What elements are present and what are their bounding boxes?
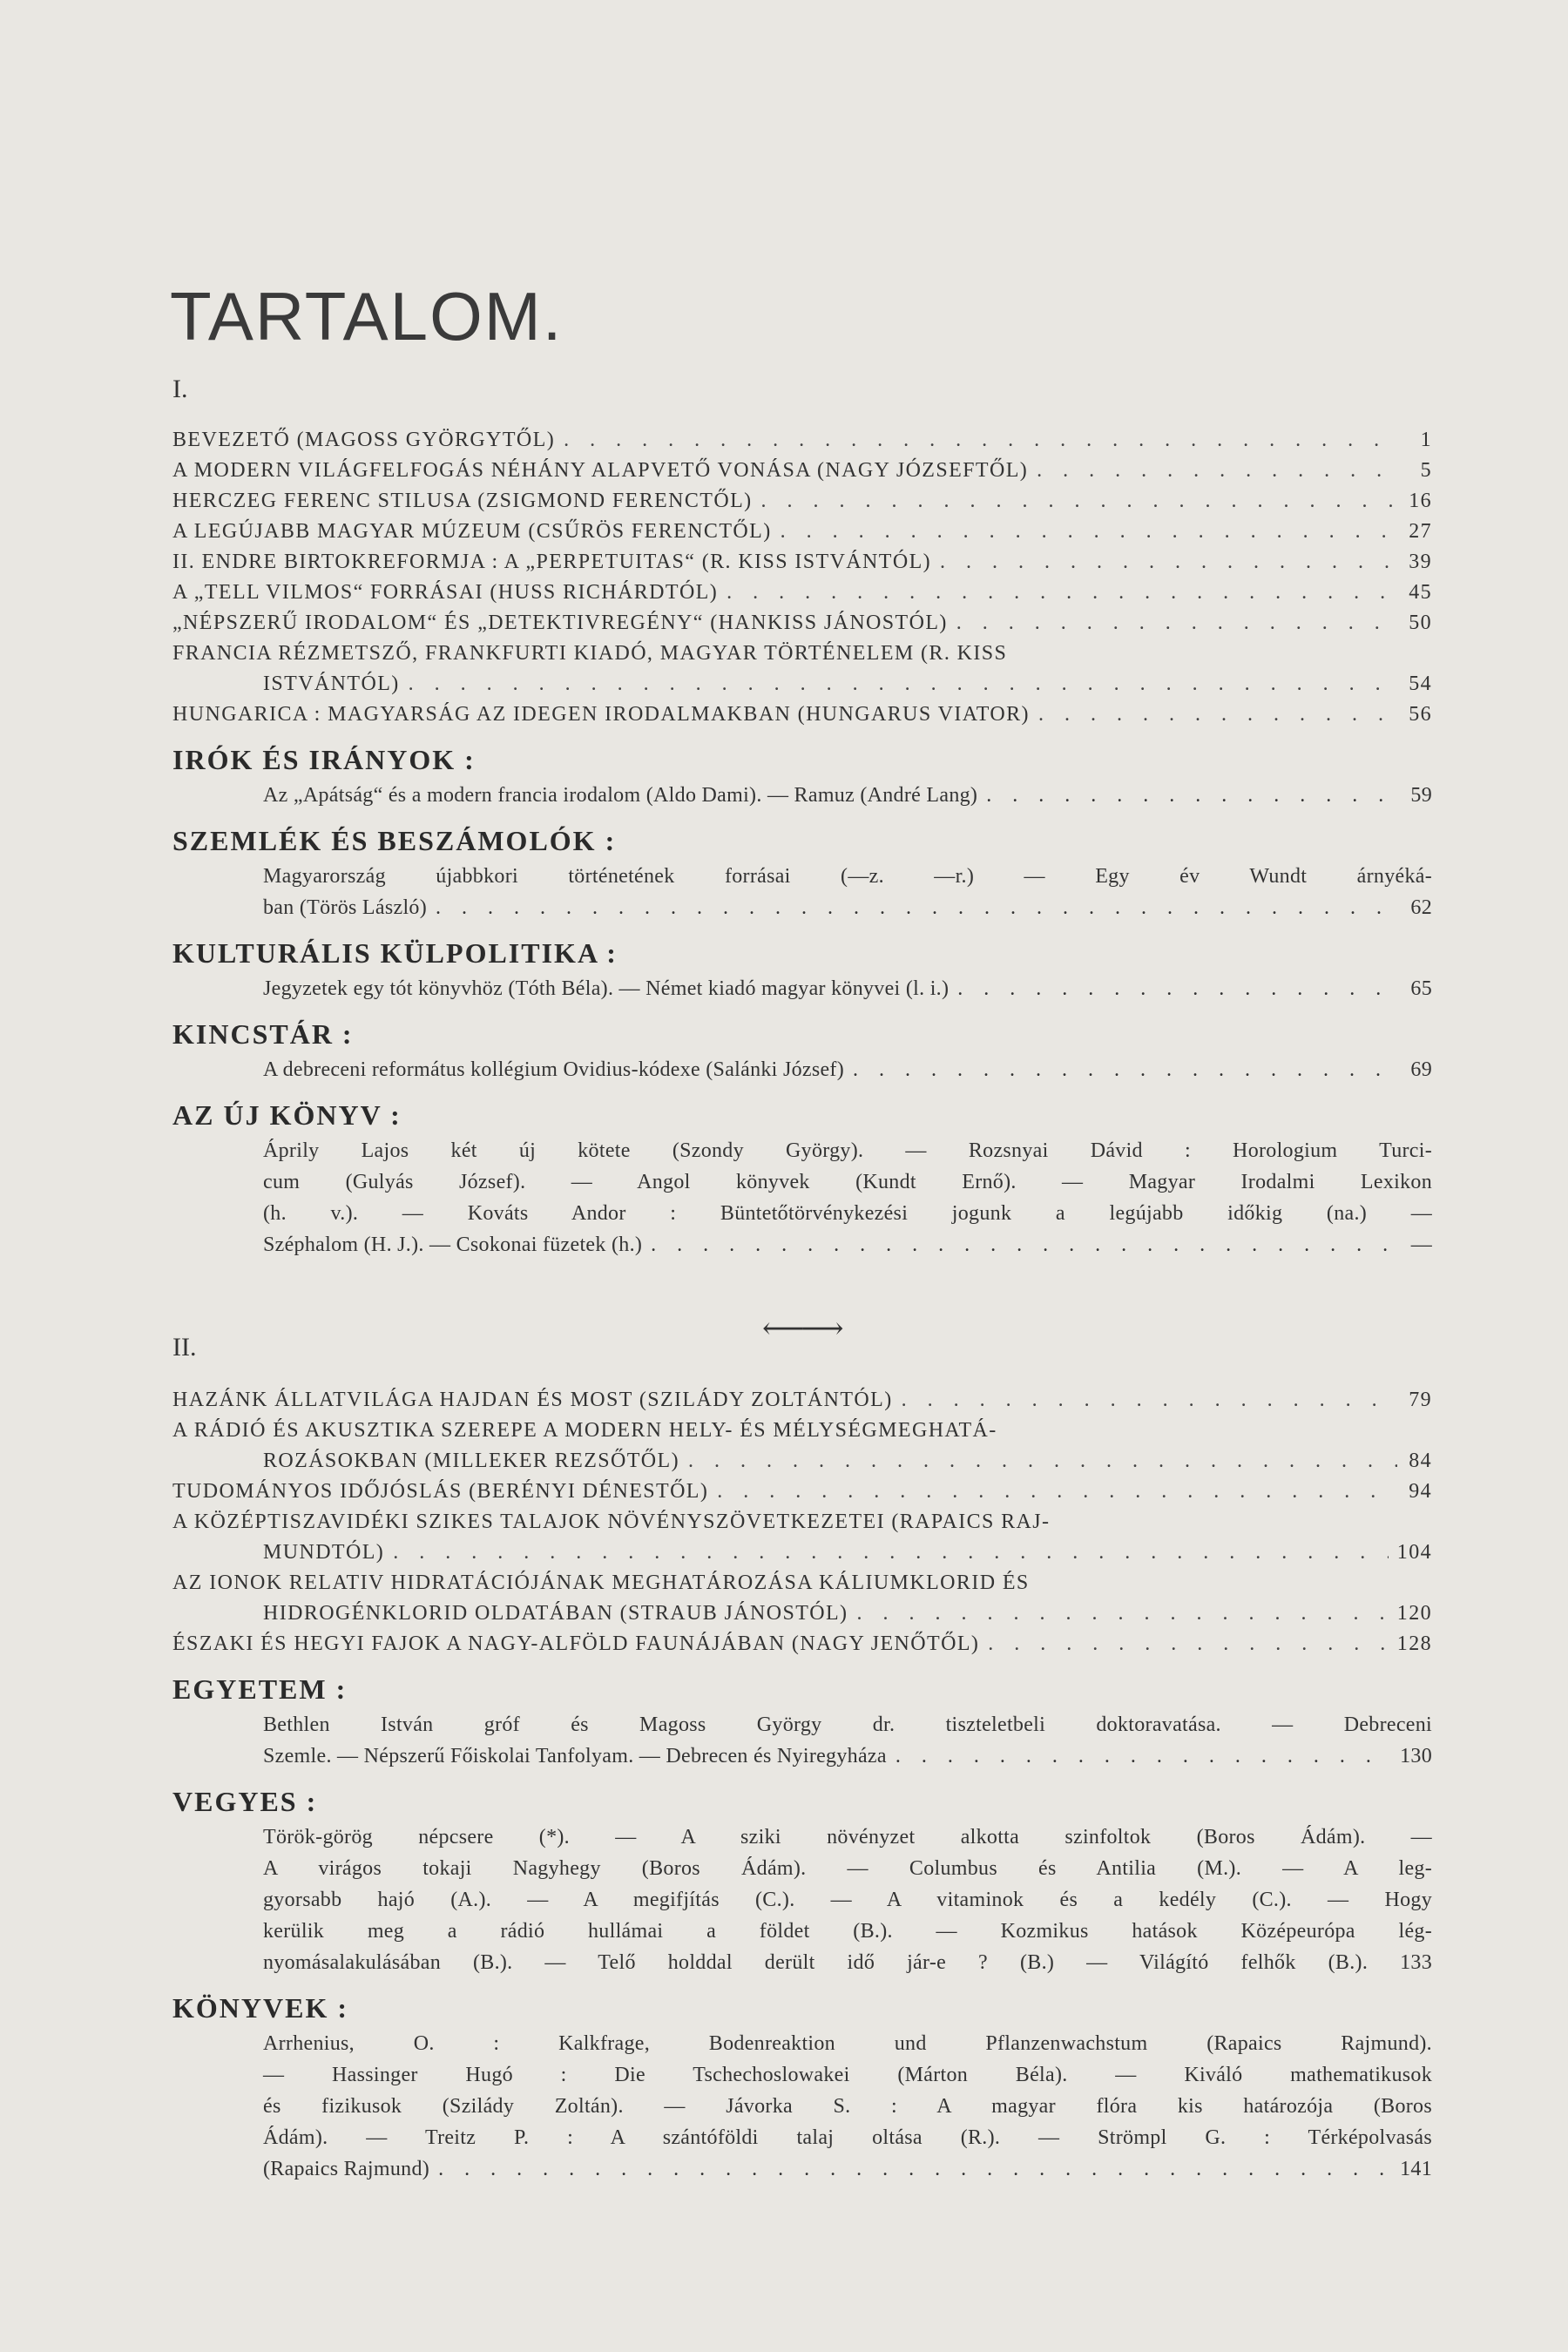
toc-entry-title: AZ IONOK RELATIV HIDRATÁCIÓJÁNAK MEGHATÁROZÁSA KÁLIUMKLORID ÉS <box>172 1571 1030 1594</box>
toc-entry <box>172 486 1432 517</box>
section-body <box>172 1135 1432 1260</box>
section-body <box>172 861 1432 923</box>
part-one-toc <box>172 425 1432 1260</box>
leader-dots <box>761 486 1397 517</box>
toc-entry-title: A KÖZÉPTISZAVIDÉKI SZIKES TALAJOK NÖVÉNYSZÖVETKEZETEI (RAPAICS RAJ- <box>172 1511 1051 1533</box>
toc-entry-page: 84 <box>1409 1450 1432 1472</box>
leader-dots <box>856 1598 1388 1629</box>
leader-dots <box>986 780 1397 811</box>
section-line: Arrhenius, O. : Kalkfrage, Bodenreaktion und Pflanzenwachstum (Rapaics Rajmund). <box>263 2032 1432 2055</box>
section-line <box>263 780 1432 811</box>
toc-entry <box>172 1477 1432 1507</box>
toc-entry-page: 16 <box>1409 490 1432 512</box>
section-line: gyorsabb hajó (A.). — A megifjítás (C.). — A vitaminok és a kedély (C.). — Hogy <box>263 1889 1432 1911</box>
leader-dots <box>717 1477 1397 1507</box>
leader-dots <box>688 1446 1397 1477</box>
section-line: kerülik meg a rádió hullámai a földet (B.). — Kozmikus hatások Középeurópa lég- <box>263 1920 1432 1943</box>
section-line: A virágos tokaji Nagyhegy (Boros Ádám). — Columbus és Antilia (M.). — A leg- <box>263 1857 1432 1880</box>
leader-dots <box>727 578 1397 608</box>
section-heading: VEGYES : <box>172 1786 318 1817</box>
toc-entry-page: 50 <box>1409 612 1432 634</box>
section-line: — Hassinger Hugó : Die Tschechoslowakei (Márton Béla). — Kiváló mathematikusok <box>263 2064 1432 2086</box>
toc-entry-title: II. ENDRE BIRTOKREFORMJA : A „PERPETUITAS“ (R. KISS ISTVÁNTÓL) <box>172 551 932 573</box>
section-heading: KULTURÁLIS KÜLPOLITIKA : <box>172 937 618 969</box>
toc-entry <box>172 547 1432 578</box>
section-line-page: 62 <box>1410 896 1432 919</box>
toc-entry <box>172 639 1432 669</box>
section-body <box>172 1821 1432 1978</box>
section-line-text: Az „Apátság“ és a modern francia irodalom (Aldo Dami). — Ramuz (André Lang) <box>263 784 978 807</box>
toc-entry-title: ROZÁSOKBAN (MILLEKER REZSŐTŐL) <box>263 1450 679 1472</box>
toc-entry-page: 120 <box>1396 1602 1432 1625</box>
toc-entry-title: FRANCIA RÉZMETSZŐ, FRANKFURTI KIADÓ, MAGYAR TÖRTÉNELEM (R. KISS <box>172 642 1008 665</box>
section-line: Ádám). — Treitz P. : A szántóföldi talaj oltása (R.). — Strömpl G. : Térképolvasás <box>263 2126 1432 2149</box>
toc-entry-page: 79 <box>1409 1389 1432 1411</box>
section-line <box>263 1229 1432 1260</box>
section-body <box>172 973 1432 1004</box>
toc-entry-page: 1 <box>1420 429 1432 451</box>
section-line-text: (Rapaics Rajmund) <box>263 2158 430 2180</box>
section-line-text: A debreceni református kollégium Ovidius-kódexe (Salánki József) <box>263 1058 845 1081</box>
toc-entry-page: 27 <box>1409 520 1432 543</box>
section-heading: EGYETEM : <box>172 1673 348 1705</box>
toc-entry-page: 39 <box>1409 551 1432 573</box>
toc-entry-title: HUNGARICA : MAGYARSÁG AZ IDEGEN IRODALMAKBAN (HUNGARUS VIATOR) <box>172 703 1030 726</box>
toc-entry-title: A RÁDIÓ ÉS AKUSZTIKA SZEREPE A MODERN HELY- ÉS MÉLYSÉGMEGHATÁ- <box>172 1419 997 1442</box>
toc-entry-title: MUNDTÓL) <box>263 1541 385 1564</box>
leader-dots <box>409 669 1397 700</box>
section-body <box>172 1709 1432 1772</box>
toc-entry-title: HIDROGÉNKLORID OLDATÁBAN (STRAUB JÁNOSTÓL) <box>263 1602 848 1625</box>
section-line: Magyarország újabbkori történetének forrásai (—z. —r.) — Egy év Wundt árnyéká- <box>263 865 1432 888</box>
section-body <box>172 1054 1432 1085</box>
leader-dots <box>564 425 1397 456</box>
leader-dots <box>436 892 1397 923</box>
toc-entry <box>172 1446 1432 1477</box>
section-heading: AZ ÚJ KÖNYV : <box>172 1099 402 1131</box>
section-line: Áprily Lajos két új kötete (Szondy György). — Rozsnyai Dávid : Horologium Turci- <box>263 1139 1432 1162</box>
page-title: TARTALOM. <box>170 278 564 355</box>
section-line: nyomásalakulásában (B.). — Telő holddal derült idő jár-e ? (B.) — Világító felhők (B.). 133 <box>263 1951 1432 1974</box>
toc-entry-page: 5 <box>1420 459 1432 482</box>
toc-entry <box>172 1568 1432 1598</box>
toc-entry-title: HAZÁNK ÁLLATVILÁGA HAJDAN ÉS MOST (SZILÁDY ZOLTÁNTÓL) <box>172 1389 893 1411</box>
section-body <box>172 780 1432 811</box>
section-line-page: 141 <box>1400 2158 1432 2180</box>
section-line: Bethlen István gróf és Magoss György dr. tiszteletbeli doktoravatása. — Debreceni <box>263 1713 1432 1736</box>
section-heading: KINCSTÁR : <box>172 1018 354 1050</box>
section-heading: SZEMLÉK ÉS BESZÁMOLÓK : <box>172 825 617 856</box>
toc-entry <box>172 669 1432 700</box>
toc-entry-page: 54 <box>1409 672 1432 695</box>
toc-entry-title: ÉSZAKI ÉS HEGYI FAJOK A NAGY-ALFÖLD FAUNÁJÁBAN (NAGY JENŐTŐL) <box>172 1632 980 1655</box>
leader-dots <box>957 973 1397 1004</box>
toc-entry-title: A LEGÚJABB MAGYAR MÚZEUM (CSŰRÖS FERENCTŐL) <box>172 520 772 543</box>
leader-dots <box>853 1054 1397 1085</box>
section-line-page: 65 <box>1410 977 1432 1000</box>
toc-entry <box>172 1598 1432 1629</box>
toc-entry <box>172 456 1432 486</box>
ornament-divider: ⟵⟶ <box>762 1313 841 1345</box>
leader-dots <box>896 1740 1391 1772</box>
leader-dots <box>988 1629 1389 1659</box>
toc-entry-page: 94 <box>1409 1480 1432 1503</box>
toc-entry-title: ISTVÁNTÓL) <box>263 672 400 695</box>
section-heading: IRÓK ÉS IRÁNYOK : <box>172 744 476 775</box>
section-line: cum (Gulyás József). — Angol könyvek (Kundt Ernő). — Magyar Irodalmi Lexikon <box>263 1171 1432 1193</box>
leader-dots <box>956 608 1397 639</box>
section-line-text: ban (Törös László) <box>263 896 428 919</box>
toc-entry-title: HERCZEG FERENC STILUSA (ZSIGMOND FERENCTŐL) <box>172 490 753 512</box>
leader-dots <box>902 1385 1397 1416</box>
toc-entry <box>172 1538 1432 1568</box>
toc-entry-page: 104 <box>1396 1541 1432 1564</box>
section-line: (h. v.). — Kováts Andor : Büntetőtörvénykezési jogunk a legújabb időkig (na.) — <box>263 1202 1432 1225</box>
leader-dots <box>1038 700 1397 730</box>
section-line-page: 130 <box>1400 1745 1432 1767</box>
leader-dots <box>651 1229 1397 1260</box>
toc-entry <box>172 1416 1432 1446</box>
toc-entry-page: 45 <box>1409 581 1432 604</box>
section-line-page: 59 <box>1410 784 1432 807</box>
section-line-page: — <box>1410 1233 1432 1256</box>
toc-entry <box>172 1385 1432 1416</box>
toc-entry-page: 128 <box>1396 1632 1432 1655</box>
leader-dots <box>1037 456 1397 486</box>
toc-entry-title: A „TELL VILMOS“ FORRÁSAI (HUSS RICHÁRDTÓL) <box>172 581 719 604</box>
part-two-numeral: II. <box>172 1333 197 1362</box>
leader-dots <box>940 547 1397 578</box>
toc-entry <box>172 700 1432 730</box>
section-line-text: Széphalom (H. J.). — Csokonai füzetek (h.) <box>263 1233 643 1256</box>
toc-entry-title: A MODERN VILÁGFELFOGÁS NÉHÁNY ALAPVETŐ VONÁSA (NAGY JÓZSEFTŐL) <box>172 459 1029 482</box>
toc-entry-title: TUDOMÁNYOS IDŐJÓSLÁS (BERÉNYI DÉNESTŐL) <box>172 1480 709 1503</box>
toc-entry-title: „NÉPSZERŰ IRODALOM“ ÉS „DETEKTIVREGÉNY“ (HANKISS JÁNOSTÓL) <box>172 612 948 634</box>
toc-entry <box>172 578 1432 608</box>
leader-dots <box>393 1538 1389 1568</box>
toc-entry <box>172 517 1432 547</box>
toc-entry <box>172 1629 1432 1659</box>
section-line-page: 69 <box>1410 1058 1432 1081</box>
part-one-numeral: I. <box>172 375 188 403</box>
leader-dots <box>438 2153 1391 2185</box>
section-line <box>263 892 1432 923</box>
section-line-text: Jegyzetek egy tót könyvhöz (Tóth Béla). — Német kiadó magyar könyvei (l. i.) <box>263 977 950 1000</box>
section-body <box>172 2028 1432 2185</box>
toc-entry <box>172 1507 1432 1538</box>
section-line-text: Szemle. — Népszerű Főiskolai Tanfolyam. — Debrecen és Nyiregyháza <box>263 1745 887 1767</box>
part-two-toc <box>172 1385 1432 2185</box>
section-line <box>263 1740 1432 1772</box>
section-heading: KÖNYVEK : <box>172 1992 348 2024</box>
toc-entry <box>172 425 1432 456</box>
toc-entry <box>172 608 1432 639</box>
toc-entry-title: BEVEZETŐ (MAGOSS GYÖRGYTŐL) <box>172 429 556 451</box>
section-line <box>263 973 1432 1004</box>
section-line <box>263 2153 1432 2185</box>
leader-dots <box>781 517 1397 547</box>
section-line <box>263 1054 1432 1085</box>
toc-entry-page: 56 <box>1409 703 1432 726</box>
section-line: és fizikusok (Szilády Zoltán). — Jávorka S. : A magyar flóra kis határozója (Boros <box>263 2095 1432 2118</box>
section-line: Török-görög népcsere (*). — A sziki növényzet alkotta szinfoltok (Boros Ádám). — <box>263 1826 1432 1848</box>
